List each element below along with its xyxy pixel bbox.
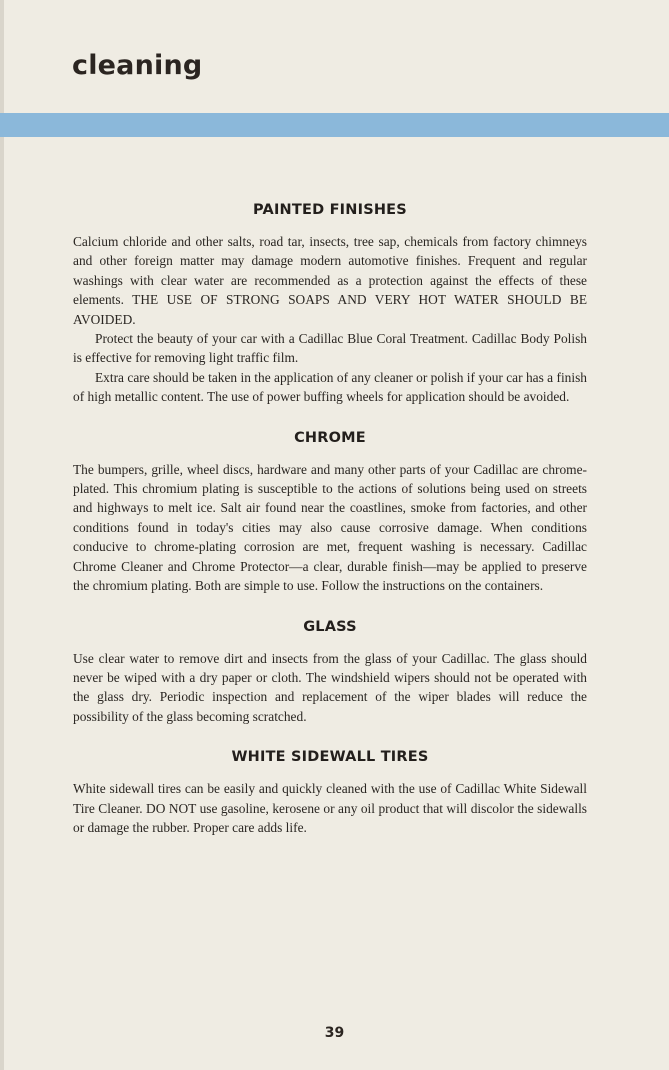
section-heading: CHROME xyxy=(294,429,366,446)
paragraph: Extra care should be taken in the application of any cleaner or polish if your car has a finish of high metallic content. The use of power buffing wheels for application should be avoided. xyxy=(73,369,587,405)
section-heading: PAINTED FINISHES xyxy=(253,202,407,218)
paragraph: Protect the beauty of your car with a Cadillac Blue Coral Treatment. Cadillac Body Polish is effective for removing light traffic film. xyxy=(73,331,587,366)
paragraph: Use clear water to remove dirt and insects from the glass of your Cadillac. The glass should never be wiped with a dry paper or cloth. The windshield wipers should not be operated with the glass dry. Periodic inspection and replacement of the wiper blades will reduce the possibility of the glass becoming scratched. xyxy=(73,650,587,724)
section-glass xyxy=(73,619,587,727)
paragraph: White sidewall tires can be easily and quickly cleaned with the use of Cadillac White Sidewall Tire Cleaner. DO NOT use gasoline, kerosene or any oil product that will discolor the sidewalls or damage the rubber. Proper care adds life. xyxy=(73,781,587,835)
header-color-band xyxy=(0,113,669,137)
section-white-sidewall-tires xyxy=(73,749,587,837)
section-chrome xyxy=(73,430,587,596)
paragraph: The bumpers, grille, wheel discs, hardware and many other parts of your Cadillac are chrome-plated. This chromium plating is susceptible to the actions of solutions being used on streets and highways to melt ice. Salt air found near the coastlines, smoke from factories, and other conditions found in today's cities may also cause corrosive damage. When conditions conducive to chrome-plating corrosion are met, frequent washing is necessary. Cadillac Chrome Cleaner and Chrome Protector—a clear, durable finish—may be applied to preserve the chromium plating. Both are simple to use. Follow the instructions on the containers. xyxy=(73,461,587,594)
section-heading: GLASS xyxy=(303,618,357,635)
paragraph: Calcium chloride and other salts, road tar, insects, tree sap, chemicals from factory chimneys and other foreign matter may damage modern automotive finishes. Frequent and regular washings with clear water are recommended as a protection against the effects of these elements. THE USE OF STRONG SOAPS AND VERY HOT WATER SHOULD BE AVOIDED. xyxy=(73,234,587,327)
page-number: 39 xyxy=(324,1025,345,1041)
section-painted-finishes xyxy=(73,202,587,407)
page-content xyxy=(73,202,587,837)
chapter-title: cleaning xyxy=(72,50,203,81)
section-heading: WHITE SIDEWALL TIRES xyxy=(231,749,429,766)
page-edge xyxy=(0,0,4,1070)
